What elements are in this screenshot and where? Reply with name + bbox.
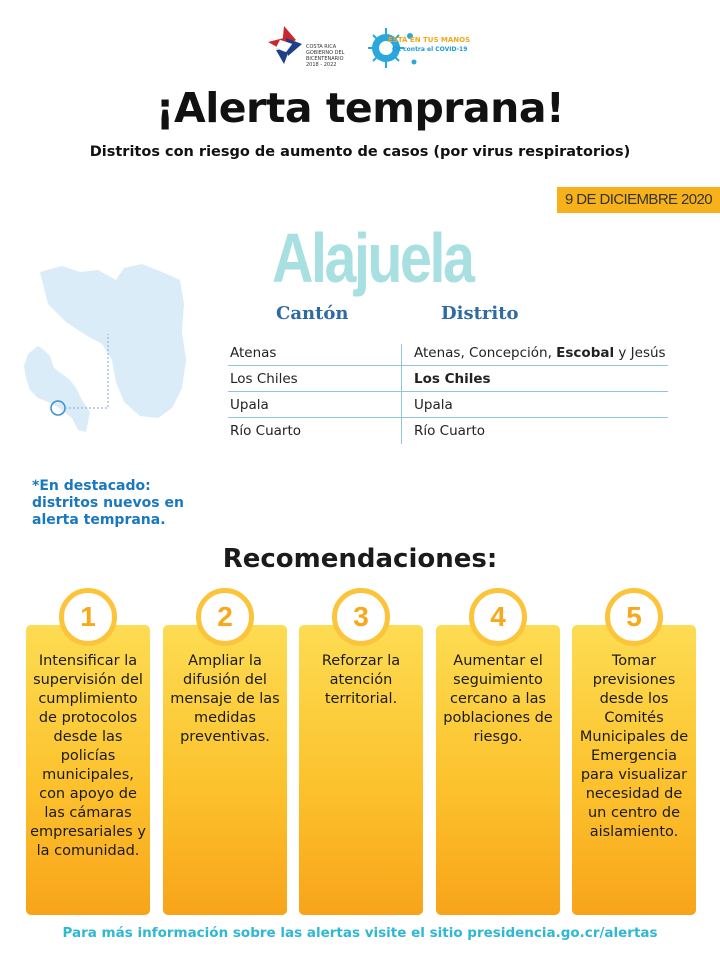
distrito-cell: Upala [414, 397, 453, 413]
recommendation-card [299, 625, 423, 915]
covid-logo-line1: ESTÁ EN TUS MANOS [388, 36, 471, 44]
table-row [228, 418, 668, 444]
covid-logo-line2: CR contra el COVID-19 [392, 46, 468, 53]
page-title: ¡Alerta temprana! [155, 84, 565, 132]
country-silhouette [24, 346, 90, 432]
recommendation-text: Ampliar la difusión del mensaje de las medidas preventivas. [170, 653, 280, 745]
recommendation-number: 1 [59, 588, 117, 646]
page-subtitle: Distritos con riesgo de aumento de casos (por virus respiratorios) [89, 144, 631, 160]
recommendation-card [163, 625, 287, 915]
table-row [228, 392, 668, 418]
recommendation-card [436, 625, 560, 915]
districts-table [228, 340, 668, 444]
canton-cell: Los Chiles [230, 371, 298, 387]
distrito-cell: Los Chiles [414, 371, 491, 387]
logo-bar [0, 22, 720, 74]
footer-info-link[interactable]: Para más información sobre las alertas visite el sitio presidencia.go.cr/alertas [62, 925, 658, 941]
government-logo-text: COSTA RICA GOBIERNO DEL BICENTENARIO 2018 - 2022 [306, 44, 345, 68]
recommendation-number: 2 [196, 588, 254, 646]
recommendations-list [0, 588, 720, 918]
recommendation-text: Intensificar la supervisión del cumplimiento de protocolos desde las policías municipales, con apoyo de las cámaras empresariales y la comunidad. [30, 653, 146, 859]
recommendation-card [572, 625, 696, 915]
highlight-note: *En destacado: distritos nuevos en alerta temprana. [32, 478, 184, 528]
canton-cell: Atenas [230, 345, 277, 361]
column-header-distrito: Distrito [441, 303, 519, 324]
column-header-canton: Cantón [276, 303, 349, 324]
recommendation-text: Tomar previsiones desde los Comités Municipales de Emergencia para visualizar necesidad de un centro de aislamiento. [579, 653, 689, 840]
date-badge: 9 DE DICIEMBRE 2020 [557, 187, 720, 213]
recommendation-text: Reforzar la atención territorial. [321, 653, 401, 707]
distrito-cell: Atenas, Concepción, Escobal y Jesús [414, 345, 666, 361]
recommendations-title: Recomendaciones: [222, 544, 498, 574]
table-row [228, 366, 668, 392]
recommendation-number: 4 [469, 588, 527, 646]
canton-cell: Río Cuarto [230, 423, 302, 439]
recommendation-number: 3 [332, 588, 390, 646]
alajuela-map [20, 262, 190, 452]
recommendation-number: 5 [605, 588, 663, 646]
canton-cell: Upala [230, 397, 269, 413]
recommendation-card [26, 625, 150, 915]
province-name: Alajuela [272, 219, 473, 297]
recommendation-text: Aumentar el seguimiento cercano a las poblaciones de riesgo. [443, 653, 553, 745]
table-row [228, 340, 668, 366]
distrito-cell: Río Cuarto [414, 423, 486, 439]
